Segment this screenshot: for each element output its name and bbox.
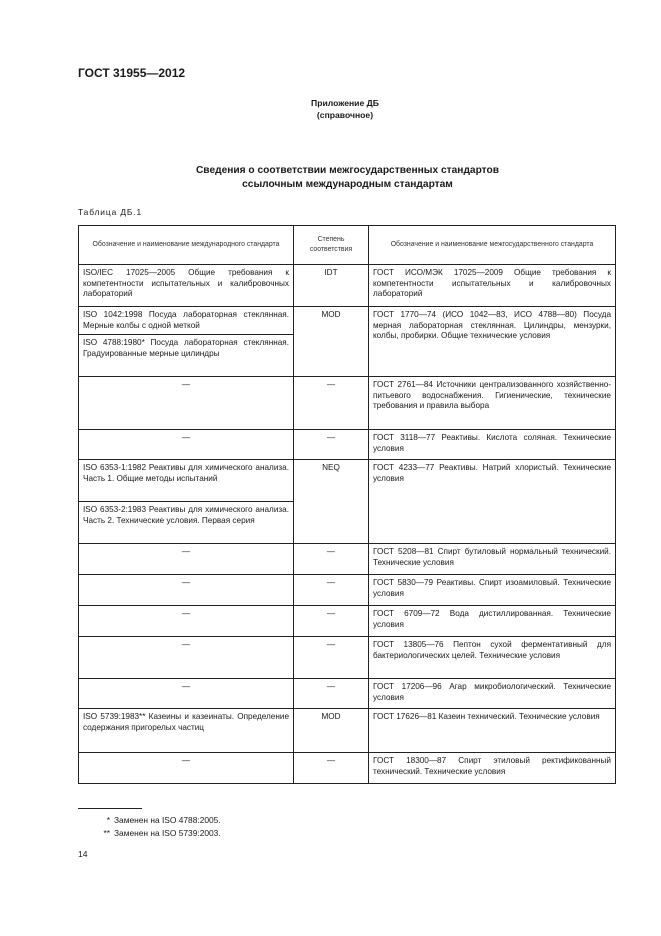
gost-standard-cell: ГОСТ ИСО/МЭК 17025—2009 Общие требования к компетентности испытательных и калибровочных лабораторий (369, 265, 616, 307)
table-row (79, 679, 616, 709)
gost-standard-cell: ГОСТ 4233—77 Реактивы. Натрий хлористый. Технические условия (369, 460, 616, 544)
intl-standard-cell: — (79, 637, 294, 679)
correspondence-table (78, 225, 616, 784)
column-header-international: Обозначение и наименование международного стандарта (79, 226, 294, 265)
degree-cell: NEQ (294, 460, 369, 544)
table-row (79, 544, 616, 575)
intl-standard-cell: — (79, 544, 294, 575)
intl-standard-cell: ISO 6353-2:1983 Реактивы для химического анализа. Часть 2. Технические условия. Первая серия (79, 502, 294, 544)
gost-standard-cell: ГОСТ 18300—87 Спирт этиловый ректификованный технический. Технические условия (369, 753, 616, 784)
table-row (79, 709, 616, 753)
table-row (79, 460, 616, 502)
degree-cell: — (294, 430, 369, 460)
table-row (79, 430, 616, 460)
footnote (78, 828, 221, 838)
table-row (79, 606, 616, 637)
gost-standard-cell: ГОСТ 1770—74 (ИСО 1042—83, ИСО 4788—80) Посуда мерная лабораторная стеклянная. Цилиндры, мензурки, колбы, пробирки. Общие технические условия (369, 307, 616, 377)
gost-standard-cell: ГОСТ 5830—79 Реактивы. Спирт изоамиловый. Технические условия (369, 575, 616, 606)
intl-standard-cell: ISO 6353-1:1982 Реактивы для химического анализа. Часть 1. Общие методы испытаний (79, 460, 294, 502)
degree-cell: — (294, 377, 369, 430)
appendix-subtitle: (справочное) (316, 110, 374, 120)
table-row (79, 575, 616, 606)
gost-standard-cell: ГОСТ 5208—81 Спирт бутиловый нормальный технический. Технические условия (369, 544, 616, 575)
document-header: ГОСТ 31955—2012 (78, 66, 186, 80)
section-title (120, 164, 575, 192)
section-title-line-2: ссылочным международным стандартам (242, 179, 453, 190)
intl-standard-cell: — (79, 753, 294, 784)
intl-standard-cell: ISO 5739:1983** Казеины и казеинаты. Определение содержания пригорелых частиц (79, 709, 294, 753)
column-header-interstate: Обозначение и наименование межгосударственного стандарта (369, 226, 616, 265)
gost-standard-cell: ГОСТ 13805—76 Пептон сухой ферментативный для бактериологических целей. Технические условия (369, 637, 616, 679)
page-number: 14 (78, 849, 88, 859)
column-header-degree: Степень соответствия (294, 226, 369, 265)
table-header-row (79, 226, 616, 265)
footnote-mark: ** (103, 828, 110, 838)
gost-standard-cell: ГОСТ 17206—96 Агар микробиологический. Технические условия (369, 679, 616, 709)
footnote (78, 815, 221, 825)
intl-standard-cell: ISO 1042:1998 Посуда лабораторная стеклянная. Мерные колбы с одной меткой (79, 307, 294, 335)
appendix-title: Приложение ДБ (311, 98, 379, 108)
table-row (79, 753, 616, 784)
degree-cell: — (294, 606, 369, 637)
degree-cell: IDT (294, 265, 369, 307)
degree-cell: — (294, 575, 369, 606)
degree-cell: — (294, 637, 369, 679)
gost-standard-cell: ГОСТ 17626—81 Казеин технический. Технические условия (369, 709, 616, 753)
degree-cell: — (294, 753, 369, 784)
section-title-line-1: Сведения о соответствии межгосударственных стандартов (195, 165, 500, 176)
gost-standard-cell: ГОСТ 3118—77 Реактивы. Кислота соляная. Технические условия (369, 430, 616, 460)
intl-standard-cell: — (79, 430, 294, 460)
table-row (79, 377, 616, 430)
degree-cell: MOD (294, 307, 369, 377)
intl-standard-cell: — (79, 679, 294, 709)
intl-standard-cell: — (79, 606, 294, 637)
intl-standard-cell: ISO 4788:1980* Посуда лабораторная стеклянная. Градуированные мерные цилиндры (79, 335, 294, 377)
degree-cell: MOD (294, 709, 369, 753)
degree-cell: — (294, 679, 369, 709)
footnote-text: Заменен на ISO 4788:2005. (114, 815, 221, 825)
footnote-text: Заменен на ISO 5739:2003. (114, 828, 221, 838)
footnote-mark: * (106, 815, 110, 825)
table-row (79, 637, 616, 679)
table-row (79, 307, 616, 335)
gost-standard-cell: ГОСТ 2761—84 Источники централизованного хозяйственно-питьевого водоснабжения. Гигиенические, технические требования и правила выбора (369, 377, 616, 430)
footnote-separator (78, 808, 142, 809)
gost-standard-cell: ГОСТ 6709—72 Вода дистиллированная. Технические условия (369, 606, 616, 637)
table-label: Таблица ДБ.1 (78, 207, 143, 217)
intl-standard-cell: ISO/IEC 17025—2005 Общие требования к компетентности испытательных и калибровочных лабораторий (79, 265, 294, 307)
intl-standard-cell: — (79, 377, 294, 430)
table-row (79, 265, 616, 307)
intl-standard-cell: — (79, 575, 294, 606)
degree-cell: — (294, 544, 369, 575)
